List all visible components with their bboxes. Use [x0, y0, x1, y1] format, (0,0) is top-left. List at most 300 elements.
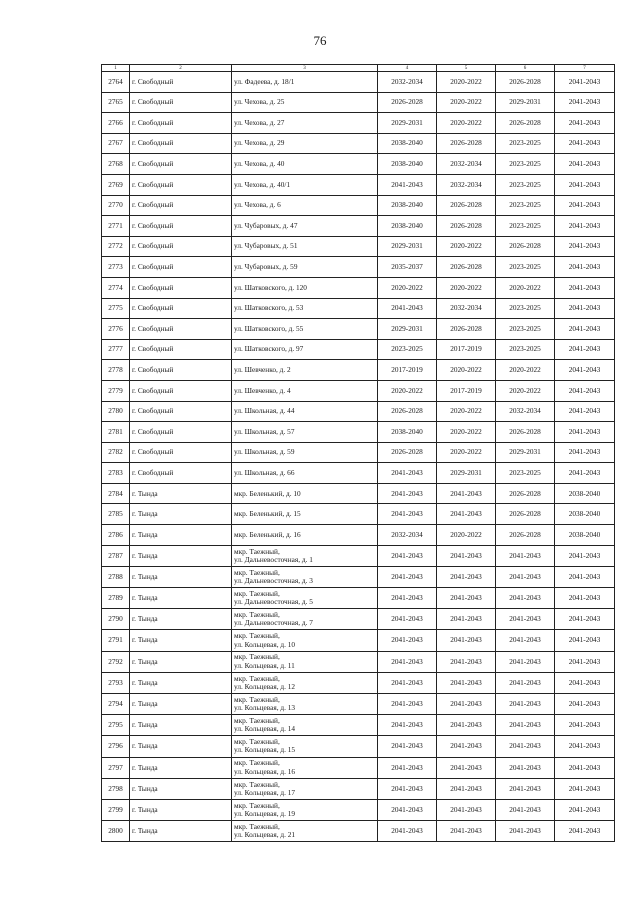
address-line: ул. Кольцевая, д. 19 — [234, 809, 296, 818]
column-number-row — [102, 65, 615, 72]
page-number: 76 — [313, 33, 327, 48]
period-cell-y4: 2041-2043 — [378, 736, 437, 757]
city-cell: г. Тында — [130, 821, 232, 842]
period-cell-y7: 2041-2043 — [555, 298, 615, 319]
address-line: ул. Кольцевая, д. 15 — [234, 745, 296, 755]
period-cell-y5: 2041-2043 — [437, 588, 496, 609]
row-number: 2782 — [102, 442, 130, 463]
period-cell-y6: 2041-2043 — [496, 630, 555, 651]
address-cell — [232, 778, 378, 799]
period-cell-y7: 2041-2043 — [555, 92, 615, 113]
city-cell: г. Свободный — [130, 360, 232, 381]
period-cell-y7: 2041-2043 — [555, 693, 615, 714]
table-row — [102, 133, 615, 154]
address-line: ул. Кольцевая, д. 21 — [234, 830, 296, 840]
address-line: ул. Чубаровых, д. 51 — [234, 241, 298, 251]
period-cell-y5: 2029-2031 — [437, 463, 496, 484]
period-cell-y7: 2041-2043 — [555, 651, 615, 672]
address-cell — [232, 113, 378, 134]
period-cell-y5: 2032-2034 — [437, 298, 496, 319]
column-number: 6 — [496, 65, 555, 72]
period-cell-y4: 2020-2022 — [378, 380, 437, 401]
address-line: ул. Кольцевая, д. 17 — [234, 787, 296, 797]
address-line: ул. Школьная, д. 66 — [234, 467, 295, 477]
address-line: ул. Шатковского, д. 97 — [234, 344, 304, 354]
period-cell-y5: 2020-2022 — [437, 401, 496, 422]
period-cell-y7: 2041-2043 — [555, 236, 615, 257]
city-cell: г. Свободный — [130, 319, 232, 340]
period-cell-y4: 2041-2043 — [378, 298, 437, 319]
period-cell-y5: 2041-2043 — [437, 483, 496, 504]
address-cell — [232, 736, 378, 757]
period-cell-y6: 2041-2043 — [496, 736, 555, 757]
row-number: 2776 — [102, 319, 130, 340]
row-number: 2774 — [102, 277, 130, 298]
period-cell-y4: 2026-2028 — [378, 401, 437, 422]
period-cell-y6: 2023-2025 — [496, 133, 555, 154]
period-cell-y7: 2041-2043 — [555, 778, 615, 799]
period-cell-y6: 2023-2025 — [496, 216, 555, 237]
period-cell-y7: 2041-2043 — [555, 672, 615, 693]
table-row — [102, 442, 615, 463]
city-cell: г. Тында — [130, 778, 232, 799]
address-cell — [232, 298, 378, 319]
address-cell — [232, 545, 378, 566]
period-cell-y7: 2041-2043 — [555, 174, 615, 195]
table-row — [102, 72, 615, 93]
period-cell-y5: 2020-2022 — [437, 72, 496, 93]
table-row — [102, 609, 615, 630]
period-cell-y6: 2026-2028 — [496, 236, 555, 257]
city-cell: г. Тында — [130, 630, 232, 651]
period-cell-y5: 2026-2028 — [437, 133, 496, 154]
city-cell: г. Тында — [130, 672, 232, 693]
city-cell: г. Тында — [130, 566, 232, 587]
period-cell-y5: 2017-2019 — [437, 380, 496, 401]
period-cell-y4: 2026-2028 — [378, 92, 437, 113]
row-number: 2770 — [102, 195, 130, 216]
period-cell-y6: 2020-2022 — [496, 380, 555, 401]
address-cell — [232, 360, 378, 381]
period-cell-y4: 2038-2040 — [378, 216, 437, 237]
address-cell — [232, 380, 378, 401]
period-cell-y5: 2020-2022 — [437, 92, 496, 113]
period-cell-y4: 2029-2031 — [378, 113, 437, 134]
period-cell-y7: 2041-2043 — [555, 339, 615, 360]
period-cell-y6: 2023-2025 — [496, 319, 555, 340]
address-line: ул. Чехова, д. 25 — [234, 97, 285, 107]
city-cell: г. Тында — [130, 715, 232, 736]
column-number: 5 — [437, 65, 496, 72]
row-number: 2783 — [102, 463, 130, 484]
period-cell-y4: 2032-2034 — [378, 72, 437, 93]
row-number: 2777 — [102, 339, 130, 360]
period-cell-y5: 2020-2022 — [437, 277, 496, 298]
period-cell-y4: 2041-2043 — [378, 715, 437, 736]
address-cell — [232, 693, 378, 714]
period-cell-y6: 2029-2031 — [496, 92, 555, 113]
address-line: мкр. Таежный, — [234, 673, 280, 683]
table-row — [102, 380, 615, 401]
city-cell: г. Свободный — [130, 257, 232, 278]
address-line: мкр. Таежный, — [234, 567, 280, 577]
period-cell-y4: 2041-2043 — [378, 174, 437, 195]
table-row — [102, 401, 615, 422]
address-line: ул. Кольцевая, д. 16 — [234, 766, 296, 776]
city-cell: г. Свободный — [130, 442, 232, 463]
period-cell-y7: 2038-2040 — [555, 525, 615, 546]
period-cell-y4: 2026-2028 — [378, 442, 437, 463]
address-line: мкр. Таежный, — [234, 779, 280, 789]
row-number: 2787 — [102, 545, 130, 566]
address-cell — [232, 651, 378, 672]
table-row — [102, 588, 615, 609]
period-cell-y5: 2032-2034 — [437, 154, 496, 175]
city-cell: г. Свободный — [130, 277, 232, 298]
period-cell-y6: 2041-2043 — [496, 757, 555, 778]
period-cell-y4: 2038-2040 — [378, 154, 437, 175]
period-cell-y4: 2041-2043 — [378, 693, 437, 714]
period-cell-y4: 2029-2031 — [378, 236, 437, 257]
period-cell-y4: 2041-2043 — [378, 463, 437, 484]
period-cell-y4: 2041-2043 — [378, 821, 437, 842]
period-cell-y5: 2041-2043 — [437, 715, 496, 736]
period-cell-y4: 2038-2040 — [378, 195, 437, 216]
city-cell: г. Свободный — [130, 113, 232, 134]
city-cell: г. Тында — [130, 799, 232, 820]
city-cell: г. Свободный — [130, 380, 232, 401]
period-cell-y5: 2026-2028 — [437, 319, 496, 340]
address-cell — [232, 525, 378, 546]
city-cell: г. Тында — [130, 609, 232, 630]
city-cell: г. Свободный — [130, 174, 232, 195]
address-line: ул. Школьная, д. 57 — [234, 426, 295, 436]
table-row — [102, 525, 615, 546]
period-cell-y7: 2041-2043 — [555, 799, 615, 820]
row-number: 2780 — [102, 401, 130, 422]
period-cell-y7: 2041-2043 — [555, 736, 615, 757]
period-cell-y6: 2020-2022 — [496, 360, 555, 381]
address-line: мкр. Таежный, — [234, 631, 280, 641]
period-cell-y7: 2041-2043 — [555, 566, 615, 587]
period-cell-y4: 2041-2043 — [378, 566, 437, 587]
period-cell-y7: 2038-2040 — [555, 504, 615, 525]
table-row — [102, 339, 615, 360]
period-cell-y4: 2041-2043 — [378, 778, 437, 799]
address-cell — [232, 72, 378, 93]
address-cell — [232, 277, 378, 298]
address-line: мкр. Таежный, — [234, 652, 280, 662]
period-cell-y7: 2041-2043 — [555, 277, 615, 298]
column-number: 4 — [378, 65, 437, 72]
period-cell-y5: 2041-2043 — [437, 651, 496, 672]
city-cell: г. Свободный — [130, 236, 232, 257]
period-cell-y7: 2041-2043 — [555, 588, 615, 609]
address-cell — [232, 339, 378, 360]
address-cell — [232, 401, 378, 422]
address-line: ул. Чехова, д. 29 — [234, 138, 285, 148]
period-cell-y6: 2032-2034 — [496, 401, 555, 422]
address-line: ул. Чехова, д. 40/1 — [234, 179, 291, 189]
period-cell-y4: 2041-2043 — [378, 545, 437, 566]
city-cell: г. Тында — [130, 483, 232, 504]
table-row — [102, 277, 615, 298]
period-cell-y5: 2041-2043 — [437, 799, 496, 820]
address-cell — [232, 757, 378, 778]
address-cell — [232, 92, 378, 113]
address-line: мкр. Таежный, — [234, 546, 280, 556]
table-row — [102, 715, 615, 736]
period-cell-y4: 2041-2043 — [378, 799, 437, 820]
period-cell-y4: 2017-2019 — [378, 360, 437, 381]
row-number: 2799 — [102, 799, 130, 820]
address-line: ул. Фадеева, д. 18/1 — [234, 76, 295, 86]
period-cell-y7: 2041-2043 — [555, 757, 615, 778]
address-line: ул. Школьная, д. 44 — [234, 406, 295, 416]
period-cell-y7: 2038-2040 — [555, 483, 615, 504]
table-row — [102, 195, 615, 216]
row-number: 2792 — [102, 651, 130, 672]
period-cell-y6: 2026-2028 — [496, 422, 555, 443]
address-line: мкр. Таежный, — [234, 800, 280, 810]
table-row — [102, 113, 615, 134]
row-number: 2781 — [102, 422, 130, 443]
period-cell-y7: 2041-2043 — [555, 257, 615, 278]
address-line: ул. Шатковского, д. 55 — [234, 323, 304, 333]
period-cell-y7: 2041-2043 — [555, 195, 615, 216]
address-line: ул. Кольцевая, д. 11 — [234, 660, 295, 670]
row-number: 2791 — [102, 630, 130, 651]
address-line: мкр. Таежный, — [234, 694, 280, 704]
address-cell — [232, 422, 378, 443]
city-cell: г. Свободный — [130, 92, 232, 113]
period-cell-y7: 2041-2043 — [555, 545, 615, 566]
period-cell-y6: 2026-2028 — [496, 72, 555, 93]
period-cell-y5: 2020-2022 — [437, 525, 496, 546]
table-row — [102, 298, 615, 319]
address-cell — [232, 257, 378, 278]
row-number: 2765 — [102, 92, 130, 113]
city-cell: г. Свободный — [130, 133, 232, 154]
period-cell-y7: 2041-2043 — [555, 113, 615, 134]
period-cell-y7: 2041-2043 — [555, 422, 615, 443]
period-cell-y5: 2041-2043 — [437, 736, 496, 757]
period-cell-y5: 2020-2022 — [437, 360, 496, 381]
row-number: 2796 — [102, 736, 130, 757]
address-cell — [232, 174, 378, 195]
period-cell-y6: 2023-2025 — [496, 298, 555, 319]
address-cell — [232, 236, 378, 257]
address-line: мкр. Таежный, — [234, 716, 280, 726]
column-number: 7 — [555, 65, 615, 72]
period-cell-y6: 2020-2022 — [496, 277, 555, 298]
period-cell-y6: 2041-2043 — [496, 778, 555, 799]
address-line: ул. Дальневосточная, д. 1 — [234, 554, 313, 564]
address-cell — [232, 195, 378, 216]
city-cell: г. Свободный — [130, 195, 232, 216]
period-cell-y5: 2020-2022 — [437, 113, 496, 134]
row-number: 2766 — [102, 113, 130, 134]
row-number: 2775 — [102, 298, 130, 319]
address-cell — [232, 609, 378, 630]
city-cell: г. Свободный — [130, 154, 232, 175]
period-cell-y5: 2041-2043 — [437, 609, 496, 630]
period-cell-y5: 2020-2022 — [437, 236, 496, 257]
table-row — [102, 236, 615, 257]
address-line: мкр. Беленький, д. 10 — [234, 488, 301, 498]
row-number: 2785 — [102, 504, 130, 525]
period-cell-y6: 2041-2043 — [496, 566, 555, 587]
period-cell-y6: 2026-2028 — [496, 504, 555, 525]
period-cell-y6: 2023-2025 — [496, 174, 555, 195]
row-number: 2772 — [102, 236, 130, 257]
row-number: 2793 — [102, 672, 130, 693]
period-cell-y7: 2041-2043 — [555, 319, 615, 340]
table-row — [102, 736, 615, 757]
period-cell-y4: 2041-2043 — [378, 504, 437, 525]
period-cell-y4: 2023-2025 — [378, 339, 437, 360]
row-number: 2778 — [102, 360, 130, 381]
table-row — [102, 360, 615, 381]
period-cell-y5: 2032-2034 — [437, 174, 496, 195]
address-cell — [232, 588, 378, 609]
column-number: 2 — [130, 65, 232, 72]
period-cell-y6: 2041-2043 — [496, 821, 555, 842]
table-body — [102, 72, 615, 842]
address-cell — [232, 799, 378, 820]
table-row — [102, 154, 615, 175]
period-cell-y5: 2041-2043 — [437, 566, 496, 587]
address-cell — [232, 133, 378, 154]
city-cell: г. Свободный — [130, 339, 232, 360]
address-line: мкр. Таежный, — [234, 737, 280, 747]
address-line: ул. Дальневосточная, д. 5 — [234, 597, 313, 607]
period-cell-y4: 2029-2031 — [378, 319, 437, 340]
table-row — [102, 216, 615, 237]
row-number: 2795 — [102, 715, 130, 736]
table-row — [102, 651, 615, 672]
period-cell-y7: 2041-2043 — [555, 630, 615, 651]
period-cell-y6: 2023-2025 — [496, 339, 555, 360]
city-cell: г. Свободный — [130, 216, 232, 237]
period-cell-y7: 2041-2043 — [555, 216, 615, 237]
period-cell-y6: 2023-2025 — [496, 257, 555, 278]
address-line: мкр. Беленький, д. 15 — [234, 509, 301, 519]
address-line: ул. Чубаровых, д. 47 — [234, 220, 298, 230]
city-cell: г. Тында — [130, 588, 232, 609]
address-line: мкр. Таежный, — [234, 821, 280, 831]
period-cell-y4: 2041-2043 — [378, 588, 437, 609]
address-cell — [232, 821, 378, 842]
period-cell-y6: 2041-2043 — [496, 588, 555, 609]
data-table — [101, 64, 615, 842]
row-number: 2773 — [102, 257, 130, 278]
city-cell: г. Тында — [130, 504, 232, 525]
address-cell — [232, 504, 378, 525]
address-cell — [232, 566, 378, 587]
address-cell — [232, 630, 378, 651]
table-row — [102, 757, 615, 778]
city-cell: г. Тында — [130, 525, 232, 546]
period-cell-y6: 2026-2028 — [496, 525, 555, 546]
address-line: ул. Чехова, д. 6 — [234, 200, 281, 210]
city-cell: г. Свободный — [130, 72, 232, 93]
address-cell — [232, 672, 378, 693]
table-row — [102, 463, 615, 484]
period-cell-y7: 2041-2043 — [555, 821, 615, 842]
period-cell-y4: 2038-2040 — [378, 133, 437, 154]
period-cell-y6: 2041-2043 — [496, 693, 555, 714]
table-row — [102, 799, 615, 820]
period-cell-y4: 2035-2037 — [378, 257, 437, 278]
row-number: 2798 — [102, 778, 130, 799]
address-line: ул. Кольцевая, д. 12 — [234, 681, 296, 691]
city-cell: г. Тында — [130, 651, 232, 672]
city-cell: г. Тында — [130, 693, 232, 714]
period-cell-y4: 2041-2043 — [378, 672, 437, 693]
address-cell — [232, 463, 378, 484]
table-row — [102, 422, 615, 443]
period-cell-y7: 2041-2043 — [555, 401, 615, 422]
address-line: ул. Шевченко, д. 2 — [234, 365, 291, 374]
row-number: 2779 — [102, 380, 130, 401]
period-cell-y6: 2029-2031 — [496, 442, 555, 463]
period-cell-y7: 2041-2043 — [555, 72, 615, 93]
period-cell-y4: 2041-2043 — [378, 483, 437, 504]
table-row — [102, 693, 615, 714]
row-number: 2767 — [102, 133, 130, 154]
period-cell-y7: 2041-2043 — [555, 609, 615, 630]
period-cell-y5: 2026-2028 — [437, 195, 496, 216]
address-line: мкр. Беленький, д. 16 — [234, 529, 301, 539]
table-row — [102, 319, 615, 340]
address-line: ул. Чехова, д. 27 — [234, 117, 285, 127]
row-number: 2784 — [102, 483, 130, 504]
period-cell-y7: 2041-2043 — [555, 154, 615, 175]
address-line: ул. Школьная, д. 59 — [234, 447, 295, 457]
row-number: 2768 — [102, 154, 130, 175]
address-line: ул. Кольцевая, д. 13 — [234, 703, 296, 713]
row-number: 2769 — [102, 174, 130, 195]
row-number: 2788 — [102, 566, 130, 587]
table-row — [102, 92, 615, 113]
period-cell-y6: 2023-2025 — [496, 463, 555, 484]
table-row — [102, 257, 615, 278]
city-cell: г. Тында — [130, 736, 232, 757]
period-cell-y6: 2041-2043 — [496, 545, 555, 566]
column-number: 3 — [232, 65, 378, 72]
period-cell-y5: 2041-2043 — [437, 757, 496, 778]
period-cell-y4: 2041-2043 — [378, 609, 437, 630]
row-number: 2800 — [102, 821, 130, 842]
address-line: мкр. Таежный, — [234, 588, 280, 598]
period-cell-y7: 2041-2043 — [555, 360, 615, 381]
period-cell-y4: 2041-2043 — [378, 651, 437, 672]
address-line: ул. Дальневосточная, д. 7 — [234, 618, 313, 628]
address-line: ул. Кольцевая, д. 10 — [234, 639, 296, 649]
row-number: 2764 — [102, 72, 130, 93]
address-line: ул. Шевченко, д. 4 — [234, 385, 291, 395]
address-line: ул. Шатковского, д. 120 — [234, 282, 307, 292]
address-cell — [232, 216, 378, 237]
city-cell: г. Тында — [130, 757, 232, 778]
period-cell-y5: 2041-2043 — [437, 693, 496, 714]
period-cell-y5: 2041-2043 — [437, 630, 496, 651]
period-cell-y4: 2020-2022 — [378, 277, 437, 298]
address-line: мкр. Таежный, — [234, 610, 280, 620]
period-cell-y5: 2020-2022 — [437, 442, 496, 463]
period-cell-y6: 2023-2025 — [496, 154, 555, 175]
